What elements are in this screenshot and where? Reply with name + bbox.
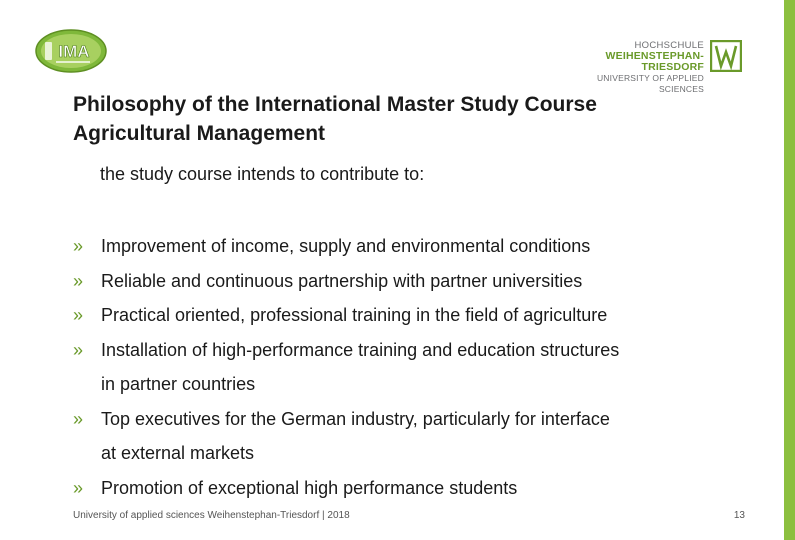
- hswt-logo: [552, 40, 742, 94]
- bullet-list: [73, 229, 763, 505]
- hswt-wordmark: [552, 40, 704, 95]
- bullet-text: Top executives for the German industry, particularly for interface: [101, 408, 610, 429]
- hswt-line3: UNIVERSITY OF APPLIED SCIENCES: [596, 73, 704, 94]
- bullet-text-continuation: in partner countries: [101, 374, 256, 394]
- hswt-emblem-icon: [710, 40, 742, 72]
- bullet-item: [73, 402, 763, 471]
- bullet-marker: »: [73, 408, 84, 429]
- svg-text:IMA: IMA: [58, 42, 90, 61]
- bullet-item: [73, 298, 763, 333]
- bullet-marker: »: [73, 305, 84, 325]
- bullet-item: [73, 333, 763, 402]
- bullet-text: Promotion of exceptional high performance students: [101, 477, 518, 498]
- bullet-text: Installation of high-performance training and education structures: [101, 339, 620, 360]
- slide-title: [73, 90, 597, 148]
- footer-credit: University of applied sciences Weihenstephan-Triesdorf | 2018: [73, 510, 350, 521]
- title-line-2: Agricultural Management: [73, 122, 326, 145]
- bullet-marker: »: [73, 339, 84, 360]
- title-line-1: Philosophy of the International Master Study Course: [73, 93, 597, 116]
- right-accent-bar: [784, 0, 795, 540]
- ima-logo: [34, 28, 108, 74]
- intro-text: the study course intends to contribute to:: [100, 164, 425, 184]
- page-number: 13: [733, 510, 745, 521]
- bullet-text: Practical oriented, professional training in the field of agriculture: [101, 305, 608, 325]
- bullet-text: Improvement of income, supply and environmental conditions: [101, 236, 591, 256]
- bullet-marker: »: [73, 477, 84, 498]
- hswt-line1: HOCHSCHULE: [634, 40, 704, 51]
- bullet-text-continuation: at external markets: [101, 443, 255, 463]
- bullet-marker: »: [73, 236, 84, 256]
- bullet-item: [73, 229, 763, 264]
- bullet-item: [73, 264, 763, 299]
- bullet-marker: »: [73, 270, 84, 291]
- bullet-item: [73, 471, 763, 506]
- hswt-line2: WEIHENSTEPHAN-TRIESDORF: [605, 50, 704, 73]
- bullet-text: Reliable and continuous partnership with partner universities: [101, 270, 583, 291]
